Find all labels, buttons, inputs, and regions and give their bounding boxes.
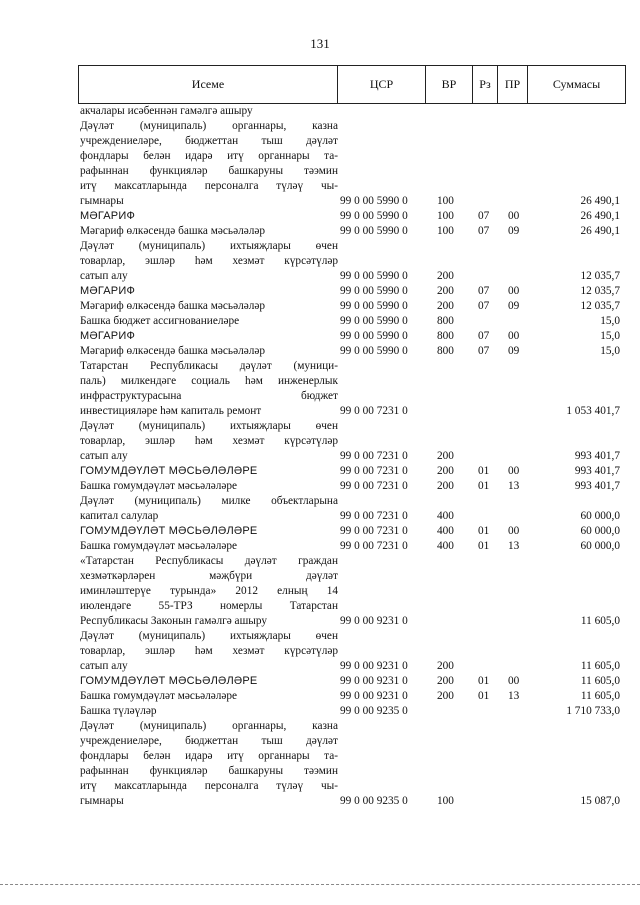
row-vr: 200	[437, 675, 454, 687]
row-csr: 99 0 00 5990 0	[340, 330, 408, 342]
row-name	[80, 239, 338, 284]
row-name-line: Татарстан Республикасы дәүләт (муници-	[80, 360, 338, 372]
row-sum: 1 053 401,7	[566, 405, 620, 417]
row-vr: 200	[437, 690, 454, 702]
header-rz: Рз	[472, 66, 497, 103]
row-name-line: иминләштерүе турында» 2012 елның 14	[80, 585, 338, 597]
row-name-line: итү максатларында персоналга түләү чы-	[80, 780, 338, 792]
row-rz: 07	[478, 225, 490, 237]
row-vr: 400	[437, 540, 454, 552]
row-name-line: учреждениеләре, бюджеттан тыш дәүләт	[80, 135, 338, 147]
row-rz: 01	[478, 675, 490, 687]
row-name-line: Башка гомумдәүләт мәсьәләләре	[80, 690, 238, 702]
row-vr: 200	[437, 465, 454, 477]
header-pr: ПР	[497, 66, 527, 103]
row-csr: 99 0 00 7231 0	[340, 405, 408, 417]
header-sum: Суммасы	[527, 66, 625, 103]
row-csr: 99 0 00 9231 0	[340, 615, 408, 627]
row-name-line: Дәүләт (муниципаль) органнары, казна	[80, 720, 338, 732]
row-vr: 100	[437, 225, 454, 237]
table-row	[80, 239, 620, 284]
row-csr: 99 0 00 7231 0	[340, 480, 408, 492]
row-name-line: паль) милкендәге социаль һәм инженерлык	[80, 375, 338, 387]
table-row	[80, 419, 620, 464]
row-name	[80, 209, 338, 224]
row-name	[80, 464, 338, 479]
row-rz: 01	[478, 525, 490, 537]
row-name-line: капитал салулар	[80, 510, 159, 522]
header-vr: ВР	[425, 66, 472, 103]
row-name	[80, 524, 338, 539]
table-row	[80, 104, 620, 119]
row-name-line: итү максатларында персоналга түләү чы-	[80, 180, 338, 192]
row-rz: 07	[478, 300, 490, 312]
row-name-line: Республикасы Законын гамәлгә ашыру	[80, 615, 268, 627]
row-name-line: сатып алу	[80, 660, 128, 672]
row-pr: 00	[508, 330, 520, 342]
row-vr: 200	[437, 450, 454, 462]
row-vr: 200	[437, 660, 454, 672]
row-name-line: гымнары	[80, 195, 124, 207]
header-name: Исеме	[191, 77, 225, 91]
row-sum: 11 605,0	[580, 675, 620, 687]
row-pr: 09	[508, 300, 520, 312]
row-pr: 09	[508, 225, 520, 237]
row-sum: 11 605,0	[580, 615, 620, 627]
row-name	[80, 359, 338, 419]
row-name-line: Башка бюджет ассигнованиеләре	[80, 315, 240, 327]
row-vr: 800	[437, 330, 454, 342]
row-name-line: Дәүләт (муниципаль) милке объектларына	[80, 495, 338, 507]
row-csr: 99 0 00 5990 0	[340, 300, 408, 312]
table-row	[80, 359, 620, 419]
row-vr: 400	[437, 525, 454, 537]
row-name-line: товарлар, эшләр һәм хезмәт күрсәтүләр	[80, 255, 338, 267]
table-row	[80, 554, 620, 629]
table-row	[80, 299, 620, 314]
row-name	[80, 479, 338, 494]
table-row	[80, 209, 620, 224]
row-rz: 07	[478, 285, 490, 297]
header-csr: ЦСР	[337, 66, 425, 103]
page-footer-line	[0, 884, 640, 885]
row-csr: 99 0 00 5990 0	[340, 210, 408, 222]
table-row	[80, 479, 620, 494]
row-vr: 200	[437, 285, 454, 297]
table-row	[80, 494, 620, 524]
row-vr: 100	[437, 210, 454, 222]
row-csr: 99 0 00 5990 0	[340, 345, 408, 357]
row-name-line: акчалары исәбеннән гамәлгә ашыру	[80, 105, 253, 117]
row-csr: 99 0 00 5990 0	[340, 195, 408, 207]
row-sum: 26 490,1	[580, 195, 620, 207]
row-sum: 60 000,0	[580, 540, 620, 552]
row-name-line: Мәгариф өлкәсендә башка мәсьәләләр	[80, 300, 266, 312]
row-name-line: Мәгариф өлкәсендә башка мәсьәләләр	[80, 345, 266, 357]
row-name	[80, 344, 338, 359]
row-name-line: Дәүләт (муниципаль) ихтыяҗлары өчен	[80, 240, 338, 252]
table-row	[80, 524, 620, 539]
row-name-line: сатып алу	[80, 450, 128, 462]
row-pr: 09	[508, 345, 520, 357]
row-rz: 07	[478, 345, 490, 357]
row-pr: 13	[508, 690, 520, 702]
table-row	[80, 689, 620, 704]
row-sum: 15,0	[600, 330, 620, 342]
row-name-line: рафыннан функцияләр башкаруны тәэмин	[80, 165, 338, 177]
row-vr: 800	[437, 315, 454, 327]
row-name-line: Дәүләт (муниципаль) ихтыяҗлары өчен	[80, 420, 338, 432]
row-name	[80, 539, 338, 554]
row-name-line: ГОМУМДӘҮЛӘТ МӘСЬӘЛӘЛӘРЕ	[80, 675, 258, 687]
row-sum: 12 035,7	[580, 270, 620, 282]
row-csr: 99 0 00 5990 0	[340, 285, 408, 297]
table-header	[78, 65, 626, 104]
row-sum: 1 710 733,0	[566, 705, 620, 717]
row-name	[80, 704, 338, 719]
row-name-line: хезмәткәрләрен мәҗбүри дәүләт	[80, 570, 338, 582]
row-vr: 800	[437, 345, 454, 357]
row-rz: 07	[478, 210, 490, 222]
table-body	[80, 104, 620, 809]
row-name-line: товарлар, эшләр һәм хезмәт күрсәтүләр	[80, 435, 338, 447]
row-sum: 993 401,7	[574, 480, 620, 492]
row-name	[80, 689, 338, 704]
row-name	[80, 629, 338, 674]
row-csr: 99 0 00 7231 0	[340, 540, 408, 552]
row-vr: 200	[437, 270, 454, 282]
row-name	[80, 119, 338, 209]
row-csr: 99 0 00 9235 0	[340, 705, 408, 717]
row-vr: 100	[437, 795, 454, 807]
row-rz: 01	[478, 480, 490, 492]
row-name-line: МӘГАРИФ	[80, 330, 136, 342]
row-csr: 99 0 00 9231 0	[340, 660, 408, 672]
row-name	[80, 554, 338, 629]
row-pr: 13	[508, 480, 520, 492]
row-csr: 99 0 00 9231 0	[340, 675, 408, 687]
row-sum: 15 087,0	[580, 795, 620, 807]
row-csr: 99 0 00 7231 0	[340, 450, 408, 462]
row-name-line: фондлары белән идарә итү органнары та-	[80, 150, 338, 162]
row-rz: 01	[478, 465, 490, 477]
row-name-line: инвестицияләре һәм капиталь ремонт	[80, 405, 262, 417]
row-name-line: гымнары	[80, 795, 124, 807]
table-row	[80, 674, 620, 689]
row-name-line: Башка гомумдәүләт мәсьәләләре	[80, 480, 238, 492]
row-rz: 01	[478, 690, 490, 702]
row-sum: 993 401,7	[574, 465, 620, 477]
row-name	[80, 284, 338, 299]
row-name-line: ГОМУМДӘҮЛӘТ МӘСЬӘЛӘЛӘРЕ	[80, 465, 258, 477]
table-row	[80, 284, 620, 299]
row-name-line: фондлары белән идарә итү органнары та-	[80, 750, 338, 762]
row-rz: 07	[478, 330, 490, 342]
table-row	[80, 629, 620, 674]
row-sum: 11 605,0	[580, 690, 620, 702]
row-name	[80, 299, 338, 314]
row-pr: 00	[508, 465, 520, 477]
table-row	[80, 344, 620, 359]
row-name-line: Дәүләт (муниципаль) органнары, казна	[80, 120, 338, 132]
row-name	[80, 329, 338, 344]
row-name-line: Мәгариф өлкәсендә башка мәсьәләләр	[80, 225, 266, 237]
row-csr: 99 0 00 5990 0	[340, 315, 408, 327]
row-name-line: сатып алу	[80, 270, 128, 282]
row-csr: 99 0 00 5990 0	[340, 225, 408, 237]
row-vr: 200	[437, 480, 454, 492]
page-number: 131	[310, 36, 330, 51]
row-name	[80, 104, 338, 119]
row-name-line: июлендәге 55-ТРЗ номерлы Татарстан	[80, 600, 338, 612]
row-name	[80, 674, 338, 689]
row-vr: 200	[437, 300, 454, 312]
row-sum: 60 000,0	[580, 510, 620, 522]
row-name-line: инфраструктурасына бюджет	[80, 390, 338, 402]
table-row	[80, 329, 620, 344]
row-vr: 400	[437, 510, 454, 522]
row-name	[80, 719, 338, 809]
table-row	[80, 704, 620, 719]
row-pr: 00	[508, 285, 520, 297]
row-name-line: Башка гомумдәүләт мәсьәләләре	[80, 540, 238, 552]
row-csr: 99 0 00 5990 0	[340, 270, 408, 282]
row-csr: 99 0 00 9231 0	[340, 690, 408, 702]
row-pr: 00	[508, 525, 520, 537]
row-name-line: «Татарстан Республикасы дәүләт граждан	[80, 555, 338, 567]
table-row	[80, 314, 620, 329]
row-name	[80, 419, 338, 464]
row-name-line: МӘГАРИФ	[80, 210, 136, 222]
row-sum: 993 401,7	[574, 450, 620, 462]
row-sum: 12 035,7	[580, 285, 620, 297]
row-name-line: Башка түләүләр	[80, 705, 157, 717]
row-name-line: Дәүләт (муниципаль) ихтыяҗлары өчен	[80, 630, 338, 642]
row-sum: 15,0	[600, 345, 620, 357]
row-sum: 60 000,0	[580, 525, 620, 537]
row-csr: 99 0 00 7231 0	[340, 510, 408, 522]
row-csr: 99 0 00 7231 0	[340, 525, 408, 537]
row-name-line: учреждениеләре, бюджеттан тыш дәүләт	[80, 735, 338, 747]
row-sum: 15,0	[600, 315, 620, 327]
row-name	[80, 314, 338, 329]
row-name-line: рафыннан функцияләр башкаруны тәэмин	[80, 765, 338, 777]
row-csr: 99 0 00 9235 0	[340, 795, 408, 807]
row-pr: 00	[508, 675, 520, 687]
row-vr: 100	[437, 195, 454, 207]
row-sum: 12 035,7	[580, 300, 620, 312]
row-name-line: МӘГАРИФ	[80, 285, 136, 297]
row-sum: 11 605,0	[580, 660, 620, 672]
row-pr: 00	[508, 210, 520, 222]
row-sum: 26 490,1	[580, 225, 620, 237]
table-row	[80, 464, 620, 479]
row-name	[80, 224, 338, 239]
row-pr: 13	[508, 540, 520, 552]
table-row	[80, 539, 620, 554]
row-name-line: товарлар, эшләр һәм хезмәт күрсәтүләр	[80, 645, 338, 657]
table-row	[80, 224, 620, 239]
table-row	[80, 119, 620, 209]
row-name	[80, 494, 338, 524]
row-sum: 26 490,1	[580, 210, 620, 222]
row-name-line: ГОМУМДӘҮЛӘТ МӘСЬӘЛӘЛӘРЕ	[80, 525, 258, 537]
table-row	[80, 719, 620, 809]
row-csr: 99 0 00 7231 0	[340, 465, 408, 477]
row-rz: 01	[478, 540, 490, 552]
